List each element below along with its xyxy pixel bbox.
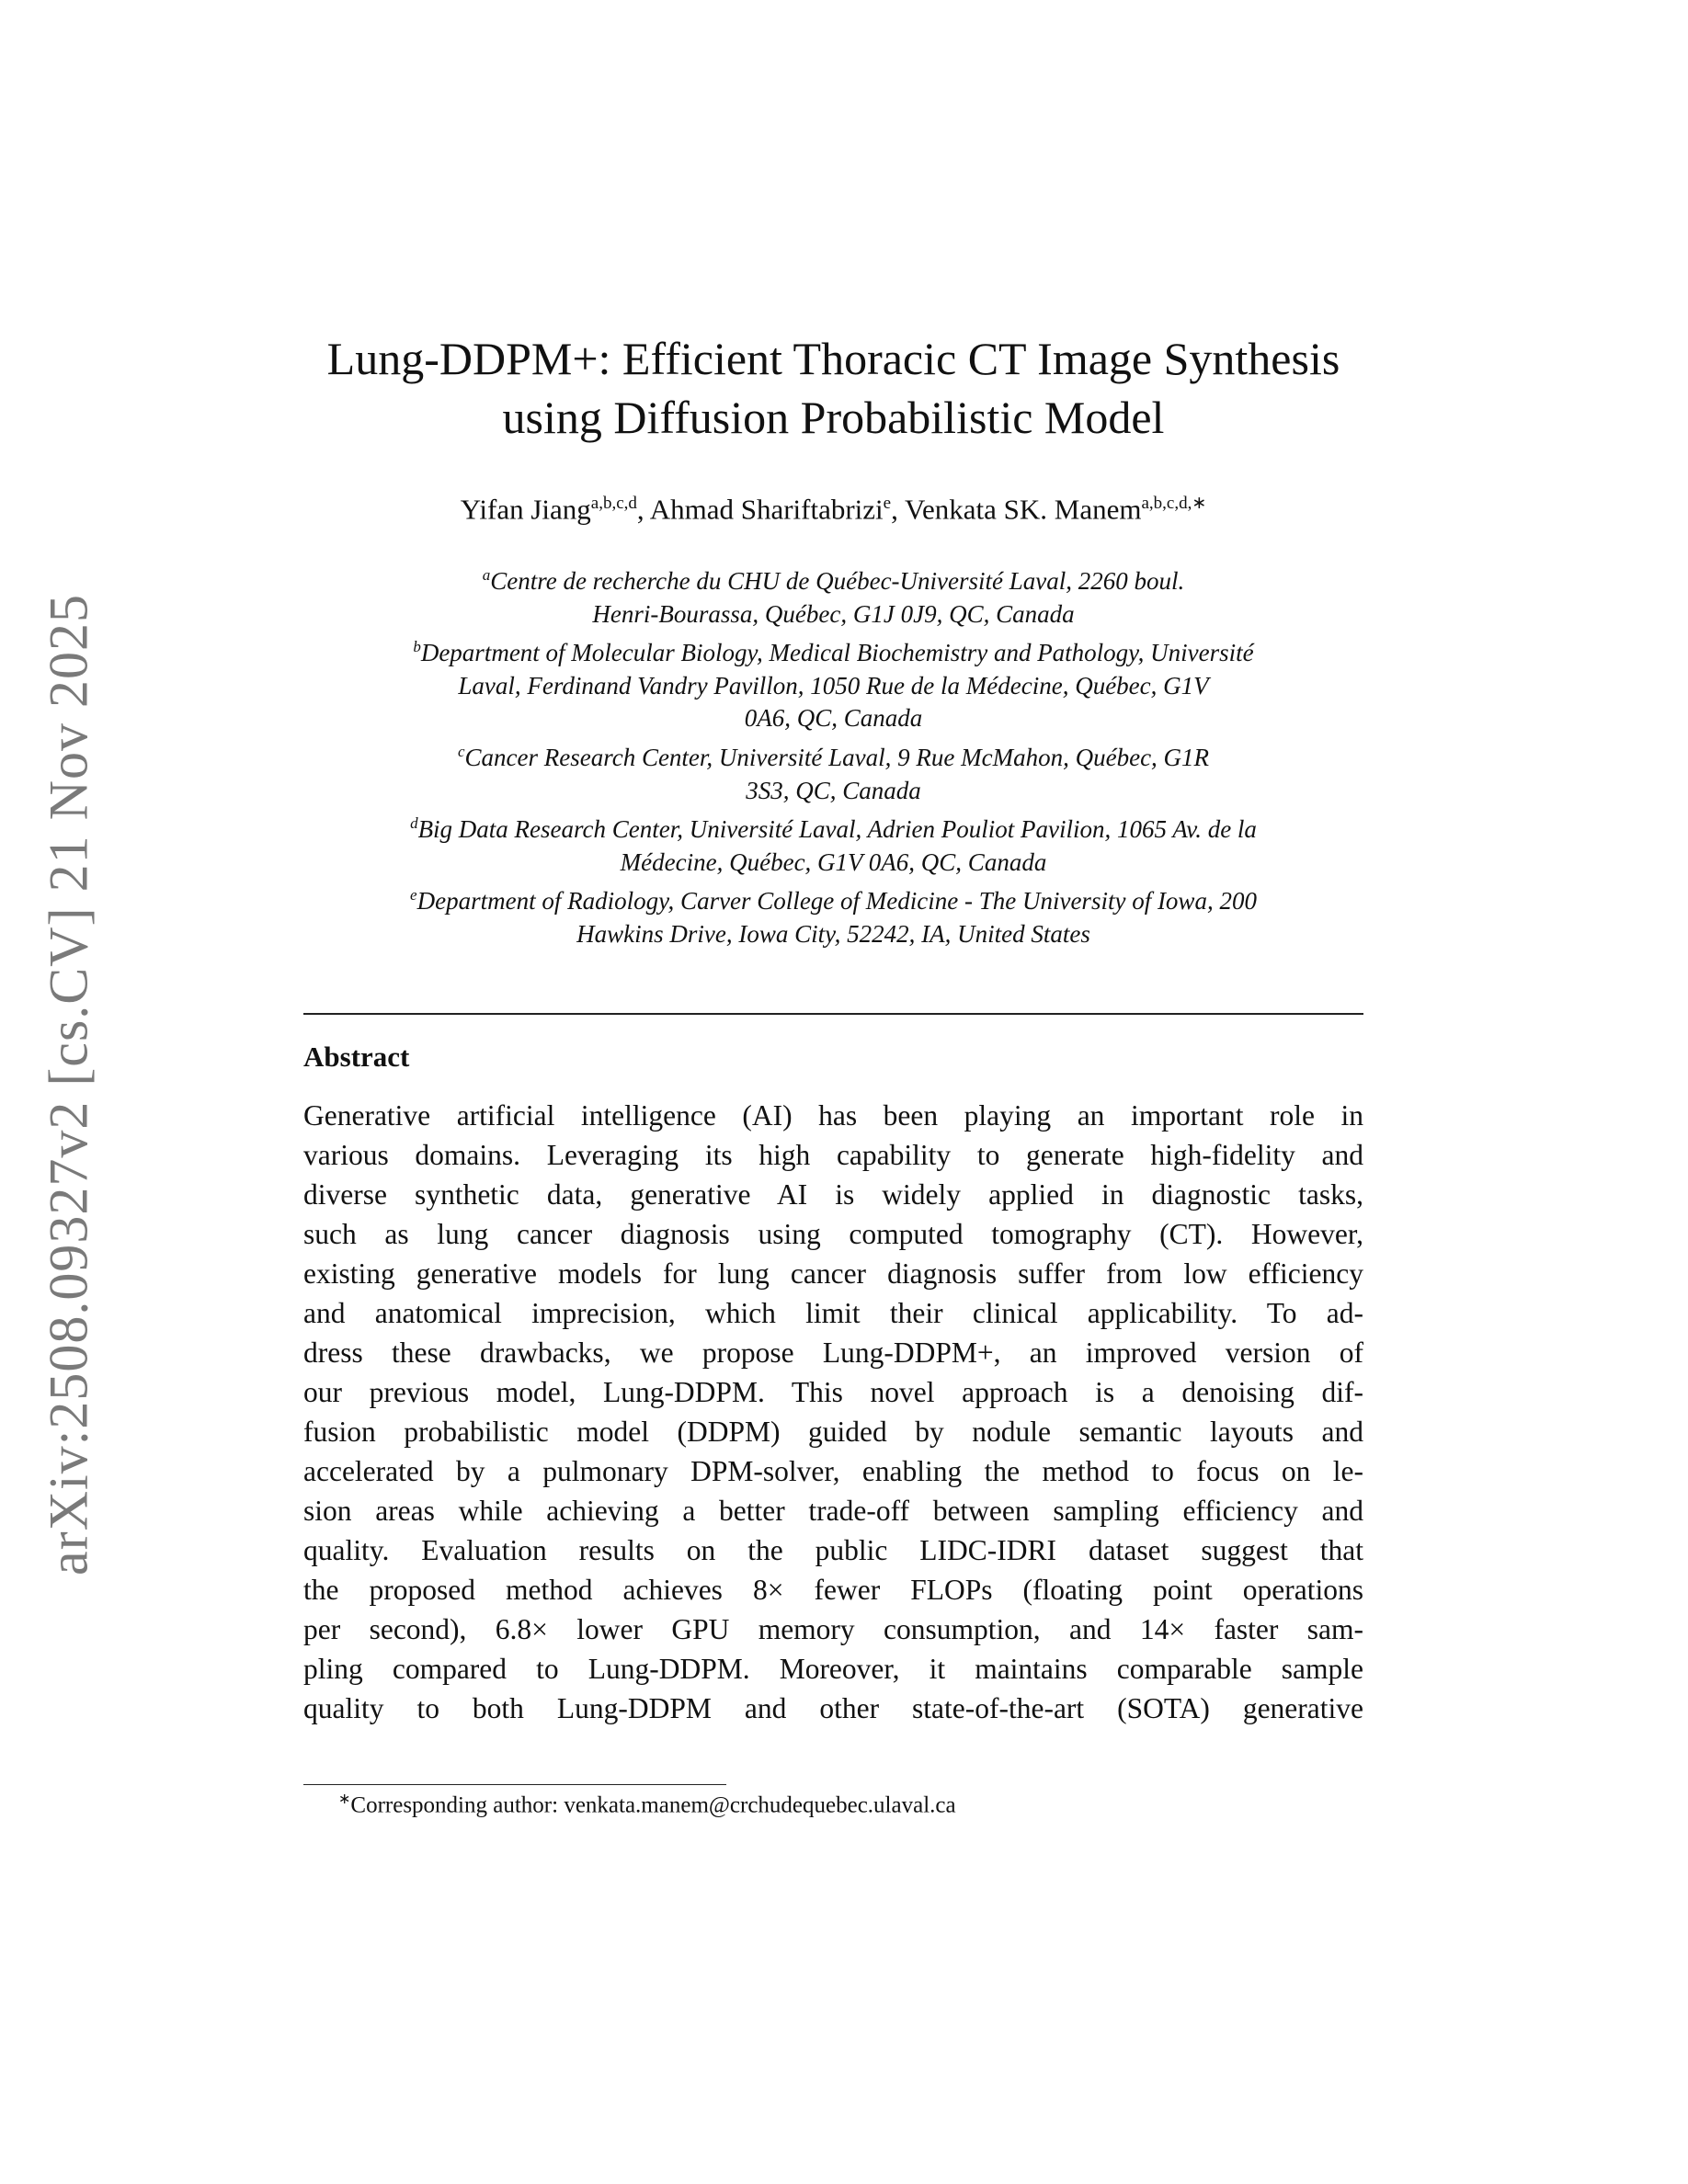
affiliation-mark: b <box>413 638 421 656</box>
abstract-line: our previous model, Lung-DDPM. This novel approach is a denoising dif- <box>303 1376 1363 1408</box>
abstract-line: quality to both Lung-DDPM and other state-of-the-art (SOTA) generative <box>303 1692 1363 1724</box>
abstract-line: diverse synthetic data, generative AI is widely applied in diagnostic tasks, <box>303 1178 1363 1211</box>
affiliation-line <box>303 847 1363 880</box>
affiliation-text: Henri-Bourassa, Québec, G1J 0J9, QC, Canada <box>592 599 1075 628</box>
affiliation-line <box>303 702 1363 735</box>
affiliation-text: Cancer Research Center, Université Laval, 9 Rue McMahon, Québec, G1R <box>464 743 1210 771</box>
author-list <box>303 493 1363 526</box>
affiliation-line <box>303 670 1363 703</box>
abstract-line: various domains. Leveraging its high capability to generate high-fidelity and <box>303 1139 1363 1171</box>
footnote-mark: ∗ <box>338 1792 351 1807</box>
abstract-line: fusion probabilistic model (DDPM) guided by nodule semantic layouts and <box>303 1416 1363 1448</box>
abstract-line: quality. Evaluation results on the public LIDC-IDRI dataset suggest that <box>303 1534 1363 1566</box>
abstract-line: the proposed method achieves 8× fewer FLOPs (floating point operations <box>303 1574 1363 1606</box>
affiliation-text: Department of Molecular Biology, Medical Biochemistry and Pathology, Université <box>420 639 1254 667</box>
author-separator: , <box>636 493 650 526</box>
affiliation-text: Hawkins Drive, Iowa City, 52242, IA, United States <box>576 919 1090 948</box>
affiliation-mark: e <box>410 886 417 904</box>
abstract-line: sion areas while achieving a better trade-off between sampling efficiency and <box>303 1495 1363 1527</box>
arxiv-stamp: arXiv:2508.09327v2 [cs.CV] 21 Nov 2025 <box>38 594 99 1575</box>
footnote <box>338 1790 956 1818</box>
footnote-divider <box>303 1784 726 1785</box>
affiliation-mark: d <box>410 814 418 833</box>
affiliation-line <box>303 918 1363 951</box>
affiliation-line <box>303 807 1363 847</box>
affiliation-text: Big Data Research Center, Université Laval, Adrien Pouliot Pavilion, 1065 Av. de la <box>417 815 1257 844</box>
affiliation-line <box>303 735 1363 775</box>
affiliation-line <box>303 879 1363 918</box>
affiliation-line <box>303 631 1363 670</box>
affiliation-text: Department of Radiology, Carver College of Medicine - The University of Iowa, 200 <box>416 887 1257 916</box>
abstract-line: existing generative models for lung cancer diagnosis suffer from low efficiency <box>303 1257 1363 1290</box>
affiliation-line <box>303 598 1363 631</box>
header-divider <box>303 1013 1363 1015</box>
abstract-line: Generative artificial intelligence (AI) has been playing an important role in <box>303 1099 1363 1132</box>
affiliation-text: Centre de recherche du CHU de Québec-Université Laval, 2260 boul. <box>490 567 1185 595</box>
abstract-body <box>303 1096 1363 1728</box>
author-separator: , <box>891 493 906 526</box>
abstract-line: and anatomical imprecision, which limit their clinical applicability. To ad- <box>303 1297 1363 1329</box>
affiliation-mark: a <box>482 566 491 584</box>
abstract-line: pling compared to Lung-DDPM. Moreover, it maintains comparable sample <box>303 1653 1363 1685</box>
title-line: Lung-DDPM+: Efficient Thoracic CT Image Synthesis <box>326 333 1340 384</box>
affiliations <box>303 559 1363 951</box>
author-name: Venkata SK. Manem <box>905 493 1142 526</box>
footnote-text: Corresponding author: venkata.manem@crchudequebec.ulaval.ca <box>350 1792 956 1818</box>
affiliation-line <box>303 559 1363 598</box>
author-affiliation-marks: a,b,c,d <box>590 494 637 513</box>
author-name: Ahmad Shariftabrizi <box>649 493 884 526</box>
affiliation-text: Médecine, Québec, G1V 0A6, QC, Canada <box>620 847 1047 876</box>
author-name: Yifan Jiang <box>460 493 591 526</box>
affiliation-line <box>303 775 1363 808</box>
affiliation-text: Laval, Ferdinand Vandry Pavillon, 1050 Rue de la Médecine, Québec, G1V <box>458 671 1209 700</box>
abstract-line: such as lung cancer diagnosis using computed tomography (CT). However, <box>303 1218 1363 1250</box>
affiliation-text: 3S3, QC, Canada <box>746 776 921 804</box>
paper-title <box>303 329 1363 447</box>
abstract-line: accelerated by a pulmonary DPM-solver, enabling the method to focus on le- <box>303 1455 1363 1487</box>
affiliation-mark: c <box>457 742 465 760</box>
title-line: using Diffusion Probabilistic Model <box>502 392 1165 443</box>
author-affiliation-marks: e <box>883 494 892 513</box>
abstract-line: per second), 6.8× lower GPU memory consumption, and 14× faster sam- <box>303 1613 1363 1645</box>
affiliation-text: 0A6, QC, Canada <box>744 704 923 733</box>
abstract-line: dress these drawbacks, we propose Lung-DDPM+, an improved version of <box>303 1337 1363 1369</box>
author-affiliation-marks: a,b,c,d,∗ <box>1141 494 1207 513</box>
abstract-heading: Abstract <box>303 1041 410 1073</box>
